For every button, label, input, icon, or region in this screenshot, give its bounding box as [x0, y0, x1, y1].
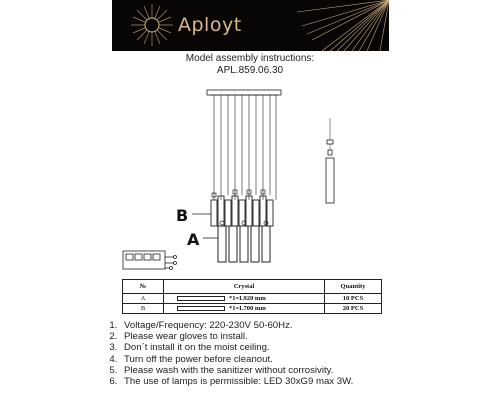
crystal-bar-icon: [177, 306, 225, 311]
row-size: *1=L700 mm: [229, 304, 266, 312]
crystal-bar-icon: [177, 296, 225, 301]
suspension-wires: [214, 95, 276, 200]
row-crystal: [164, 294, 325, 304]
list-item: 2. Please wear gloves to install.: [120, 331, 353, 342]
pendant-detail: [326, 118, 334, 203]
list-item: 1. Voltage/Frequency: 220-230V 50-60Hz.: [120, 320, 353, 331]
row-crystal: [164, 304, 325, 314]
header-quantity: Quantity: [325, 280, 382, 294]
row-quantity: 20 PCS: [325, 304, 382, 314]
model-number: APL.859.06.30: [216, 65, 284, 76]
label-b: B: [176, 206, 189, 225]
crystal-table: [122, 279, 382, 314]
brand-name: Aployt: [178, 14, 242, 36]
header-number: №: [123, 280, 164, 294]
instructions-list: [104, 320, 353, 387]
row-quantity: 10 PCS: [325, 294, 382, 304]
row-id: A: [123, 294, 164, 304]
table-header-row: [123, 280, 382, 294]
terminal-block: [123, 251, 177, 270]
label-a: A: [187, 230, 200, 249]
table-row: [123, 304, 382, 314]
row-id: B: [123, 304, 164, 314]
ceiling-canopy: [207, 90, 281, 95]
list-item: 3. Don´t install it on the moist ceiling.: [120, 342, 353, 353]
header-crystal: Crystal: [164, 280, 325, 294]
crystal-row-a: [218, 226, 270, 262]
table-row: [123, 294, 382, 304]
instructions-title: Model assembly instructions:: [185, 53, 315, 64]
list-item: 6. The use of lamps is permissible: LED 30xG9 max 3W.: [120, 376, 353, 387]
list-item: 5. Please wash with the sanitizer without corrosivity.: [120, 365, 353, 376]
row-size: *1=L920 mm: [229, 294, 266, 302]
list-item: 4. Turn off the power before cleanout.: [120, 354, 353, 365]
